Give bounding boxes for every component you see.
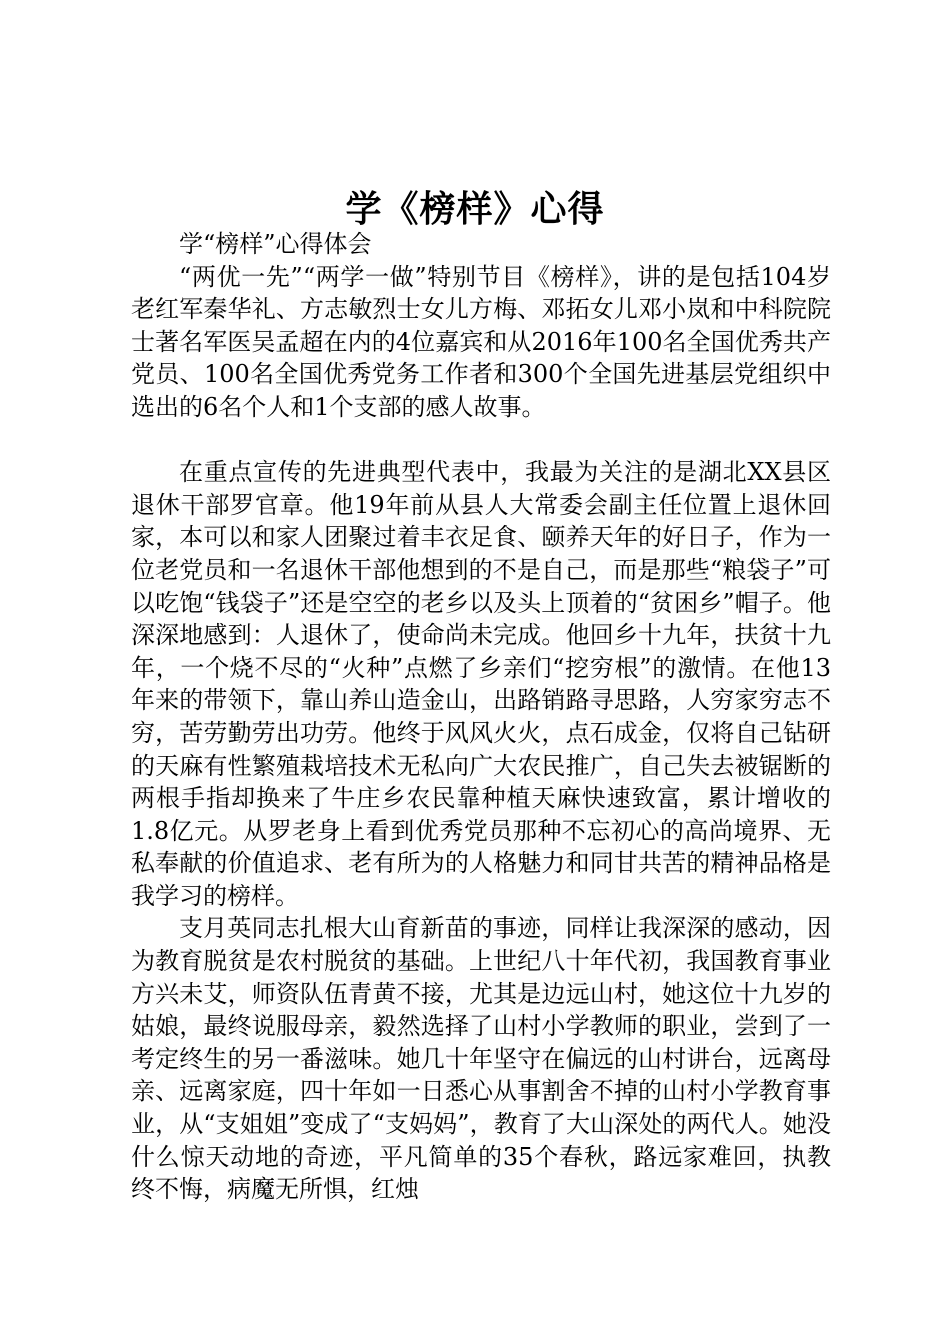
document-body (131, 228, 831, 1206)
zhi-yueying-paragraph: 支月英同志扎根大山育新苗的事迹，同样让我深深的感动，因为教育脱贫是农村脱贫的基础。上世纪八十年代初，我国教育事业方兴未艾，师资队伍青黄不接，尤其是边远山村，她这位十九岁的姑娘，最终说服母亲，毅然选择了山村小学教师的职业，尝到了一考定终生的另一番滋味。她几十年坚守在偏远的山村讲台，远离母亲、远离家庭，四十年如一日悉心从事割舍不掉的山村小学教育事业，从“支姐姐”变成了“支妈妈”，教育了大山深处的两代人。她没什么惊天动地的奇迹，平凡简单的35个春秋，路远家难回，执教终不悔，病魔无所惧，红烛 (131, 914, 831, 1204)
subtitle-paragraph: 学“榜样”心得体会 (179, 230, 372, 258)
intro-paragraph: “两优一先”“两学一做”特别节目《榜样》，讲的是包括104岁老红军秦华礼、方志敏烈士女儿方梅、邓拓女儿邓小岚和中科院院士著名军医吴孟超在内的4位嘉宾和从2016年100名全国优秀共产党员、100名全国优秀党务工作者和300个全国先进基层党组织中选出的6名个人和1个支部的感人故事。 (131, 262, 831, 421)
luo-guanzhang-paragraph: 在重点宣传的先进典型代表中，我最为关注的是湖北XX县区退休干部罗官章。他19年前从县人大常委会副主任位置上退休回家，本可以和家人团聚过着丰衣足食、颐养天年的好日子，作为一位老党员和一名退休干部他想到的不是自己，而是那些“粮袋子”可以吃饱“钱袋子”还是空空的老乡以及头上顶着的“贫困乡”帽子。他深深地感到：人退休了，使命尚未完成。他回乡十九年，扶贫十九年，一个烧不尽的“火种”点燃了乡亲们“挖穷根”的激情。在他13年来的带领下，靠山养山造金山，出路销路寻思路，人穷家穷志不穷，苦劳勤劳出功劳。他终于风风火火，点石成金，仅将自己钻研的天麻有性繁殖栽培技术无私向广大农民推广，自己失去被锯断的两根手指却换来了牛庄乡农民靠种植天麻快速致富，累计增收的1.8亿元。从罗老身上看到优秀党员那种不忘初心的高尚境界、无私奉献的价值追求、老有所为的人格魅力和同甘共苦的精神品格是我学习的榜样。 (131, 458, 831, 910)
document-title: 学《榜样》心得 (345, 189, 605, 230)
paragraph-spacer (131, 424, 831, 457)
